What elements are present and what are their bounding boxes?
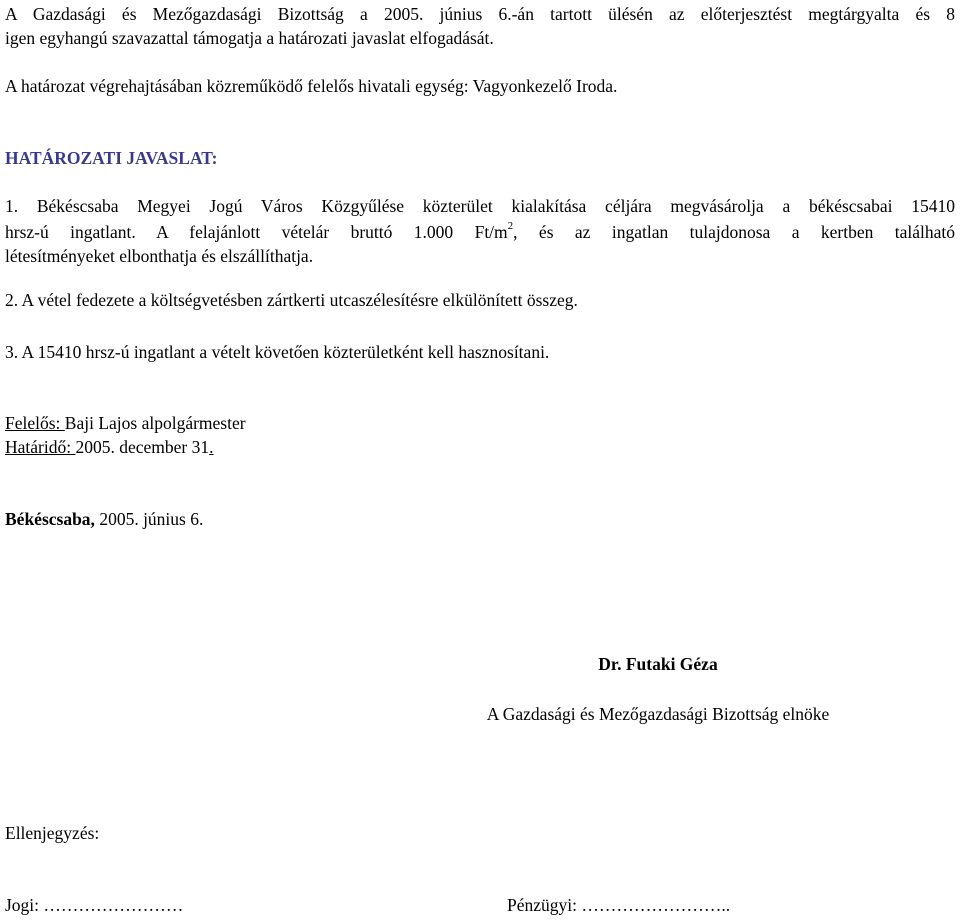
date: 2005. június 6. [94,509,204,529]
intro-line-1: A Gazdasági és Mezőgazdasági Bizottság a 2005. június 6.-án tartott ülésén az előterjesztést megtárgyalta és 8 [5,4,955,24]
responsible-person [5,411,246,435]
signatory-name: Dr. Futaki Géza [598,654,718,674]
place: Békéscsaba, [5,509,95,529]
responsible-value: Baji Lajos alpolgármester [64,413,246,433]
proposal-item-1-line-2 [5,220,955,244]
deadline-value: 2005. december 31 [75,437,210,457]
place-date [5,507,203,531]
signatory-title: A Gazdasági és Mezőgazdasági Bizottság elnöke [486,704,830,724]
countersign-financial: Pénzügyi: …………………….. [507,895,731,915]
proposal-item-1-line-1: 1. Békéscsaba Megyei Jogú Város Közgyűlése közterület kialakítása céljára megvásárolja a békéscsabai 15410 [5,196,955,216]
square-superscript: 2 [507,220,514,233]
proposal-item-3: 3. A 15410 hrsz-ú ingatlant a vételt követően közterületként kell hasznosítani. [5,342,550,362]
deadline-tail: . [209,437,214,457]
responsible-unit: A határozat végrehajtásában közreműködő felelős hivatali egység: Vagyonkezelő Iroda. [5,76,618,96]
countersign-legal: Jogi: …………………… [5,895,184,915]
countersign-label: Ellenjegyzés: [5,823,100,843]
proposal-heading: HATÁROZATI JAVASLAT: [5,148,218,168]
deadline-label: Határidő: [5,437,76,457]
intro-line-2: igen egyhangú szavazattal támogatja a határozati javaslat elfogadását. [5,28,494,48]
proposal-item-1-line-3: létesítményeket elbonthatja és elszállíthatja. [5,246,314,266]
proposal-item-1-text: hrsz-ú ingatlant. A felajánlott vételár bruttó 1.000 Ft/m [5,222,508,242]
proposal-item-2: 2. A vétel fedezete a költségvetésben zártkerti utcaszélesítésre elkülönített összeg. [5,290,578,310]
proposal-item-1-text-cont: , és az ingatlan tulajdonosa a kertben található [513,222,956,242]
deadline [5,435,213,459]
responsible-label: Felelős: [5,413,65,433]
